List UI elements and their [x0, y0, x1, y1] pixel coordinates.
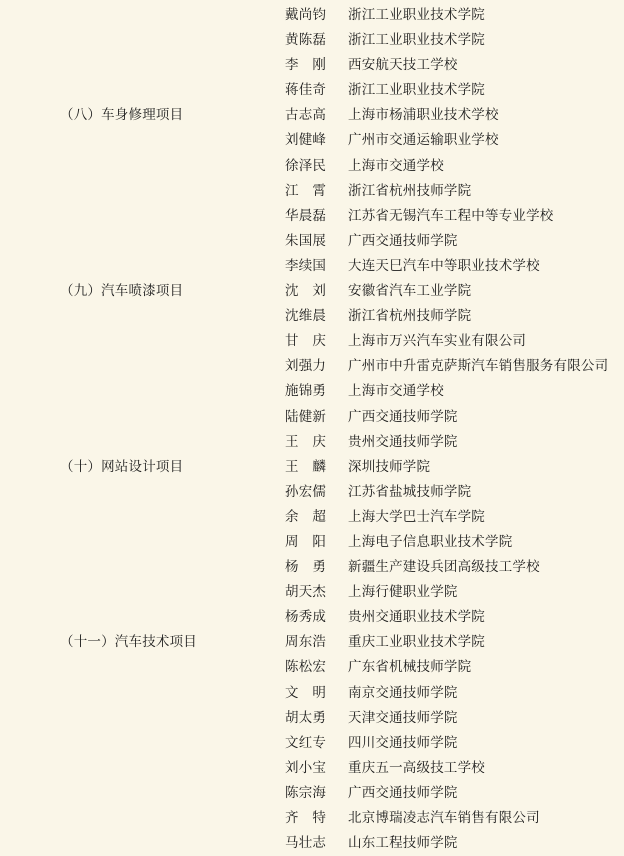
table-row	[0, 756, 624, 781]
table-row	[0, 329, 624, 354]
participant-organization: 贵州交通技师学院	[348, 433, 458, 450]
participant-organization: 山东工程技师学院	[348, 835, 458, 852]
participant-organization: 四川交通技师学院	[348, 734, 458, 751]
participant-organization: 上海市万兴汽车实业有限公司	[348, 333, 527, 350]
table-row	[0, 78, 624, 103]
table-row	[0, 103, 624, 128]
participant-name: 杨 勇	[285, 559, 327, 576]
participant-name: 胡天杰	[285, 584, 327, 601]
participant-name: 王 麟	[285, 458, 327, 475]
participant-organization: 上海大学巴士汽车学院	[348, 508, 485, 525]
participant-organization: 江苏省无锡汽车工程中等专业学校	[348, 207, 554, 224]
participant-organization: 广州市交通运输职业学校	[348, 132, 499, 149]
table-row	[0, 605, 624, 630]
participant-organization: 西安航天技工学校	[348, 57, 458, 74]
participant-name: 古志高	[285, 107, 327, 124]
participant-organization: 南京交通技师学院	[348, 684, 458, 701]
participant-name: 华晨磊	[285, 207, 327, 224]
participant-organization: 深圳技师学院	[348, 458, 431, 475]
participant-name: 戴尚钧	[285, 7, 327, 23]
participant-name: 刘健峰	[285, 132, 327, 149]
participant-organization: 浙江工业职业技术学院	[348, 7, 485, 23]
table-row	[0, 430, 624, 455]
table-row	[0, 379, 624, 404]
participant-organization: 上海行健职业学院	[348, 584, 458, 601]
participant-name: 沈 刘	[285, 283, 327, 300]
table-row	[0, 781, 624, 806]
participant-name: 刘小宝	[285, 759, 327, 776]
participant-organization: 安徽省汽车工业学院	[348, 283, 472, 300]
participant-organization: 上海电子信息职业技术学院	[348, 533, 513, 550]
participant-name: 蒋佳奇	[285, 82, 327, 99]
participant-name: 周 阳	[285, 533, 327, 550]
table-row	[0, 128, 624, 153]
participant-name: 刘强力	[285, 358, 327, 375]
participant-organization: 浙江省杭州技师学院	[348, 182, 472, 199]
table-row	[0, 455, 624, 480]
participant-name: 文 明	[285, 684, 327, 701]
participant-organization: 重庆五一高级技工学校	[348, 759, 485, 776]
participant-name: 施锦勇	[285, 383, 327, 400]
table-row	[0, 630, 624, 655]
table-row	[0, 530, 624, 555]
participant-name: 朱国展	[285, 232, 327, 249]
table-row	[0, 405, 624, 430]
participant-name: 徐泽民	[285, 157, 327, 174]
participant-organization: 北京博瑞凌志汽车销售有限公司	[348, 810, 540, 826]
participant-organization: 贵州交通职业技术学院	[348, 609, 485, 626]
participant-organization: 上海市杨浦职业技术学校	[348, 107, 499, 124]
table-row	[0, 3, 624, 28]
category-label: （九）汽车喷漆项目	[60, 283, 184, 300]
table-row	[0, 706, 624, 731]
table-row	[0, 304, 624, 329]
participant-organization: 广东省机械技师学院	[348, 659, 472, 676]
participant-name: 陆健新	[285, 408, 327, 425]
category-label: （十）网站设计项目	[60, 458, 184, 475]
table-row	[0, 154, 624, 179]
participant-name: 周东浩	[285, 634, 327, 651]
participant-name: 杨秀成	[285, 609, 327, 626]
table-row	[0, 279, 624, 304]
participant-organization: 广西交通技师学院	[348, 784, 458, 801]
table-row	[0, 505, 624, 530]
table-row	[0, 53, 624, 78]
table-row	[0, 731, 624, 756]
participant-name: 马壮志	[285, 835, 327, 852]
participant-name: 沈维晨	[285, 308, 327, 325]
table-row	[0, 806, 624, 831]
participant-name: 余 超	[285, 508, 327, 525]
table-row	[0, 28, 624, 53]
participant-organization: 浙江工业职业技术学院	[348, 82, 485, 99]
table-row	[0, 655, 624, 680]
category-label: （十一）汽车技术项目	[60, 634, 197, 651]
participant-organization: 上海市交通学校	[348, 157, 444, 174]
participant-organization: 浙江工业职业技术学院	[348, 32, 485, 49]
participant-organization: 新疆生产建设兵团高级技工学校	[348, 559, 540, 576]
table-row	[0, 204, 624, 229]
participant-name: 齐 特	[285, 810, 327, 826]
participant-organization: 重庆工业职业技术学院	[348, 634, 485, 651]
table-row	[0, 229, 624, 254]
table-row	[0, 254, 624, 279]
table-row	[0, 681, 624, 706]
participant-name: 黄陈磊	[285, 32, 327, 49]
participant-name: 李 刚	[285, 57, 327, 74]
participant-name: 陈松宏	[285, 659, 327, 676]
table-row	[0, 354, 624, 379]
participant-name: 陈宗海	[285, 784, 327, 801]
participant-organization: 广州市中升雷克萨斯汽车销售服务有限公司	[348, 358, 609, 375]
participant-name: 李续国	[285, 257, 327, 274]
participant-organization: 广西交通技师学院	[348, 232, 458, 249]
participant-name: 甘 庆	[285, 333, 327, 350]
table-row	[0, 179, 624, 204]
participant-organization: 大连天巳汽车中等职业技术学校	[348, 257, 540, 274]
participant-name: 胡太勇	[285, 709, 327, 726]
participant-organization: 上海市交通学校	[348, 383, 444, 400]
participant-name: 孙宏儒	[285, 483, 327, 500]
participant-organization: 浙江省杭州技师学院	[348, 308, 472, 325]
participant-name: 江 霄	[285, 182, 327, 199]
participant-name: 王 庆	[285, 433, 327, 450]
table-row	[0, 480, 624, 505]
participant-organization: 江苏省盐城技师学院	[348, 483, 472, 500]
table-row	[0, 831, 624, 856]
participant-name: 文红专	[285, 734, 327, 751]
table-row	[0, 580, 624, 605]
participant-organization: 天津交通技师学院	[348, 709, 458, 726]
table-row	[0, 555, 624, 580]
category-label: （八）车身修理项目	[60, 107, 184, 124]
participant-organization: 广西交通技师学院	[348, 408, 458, 425]
